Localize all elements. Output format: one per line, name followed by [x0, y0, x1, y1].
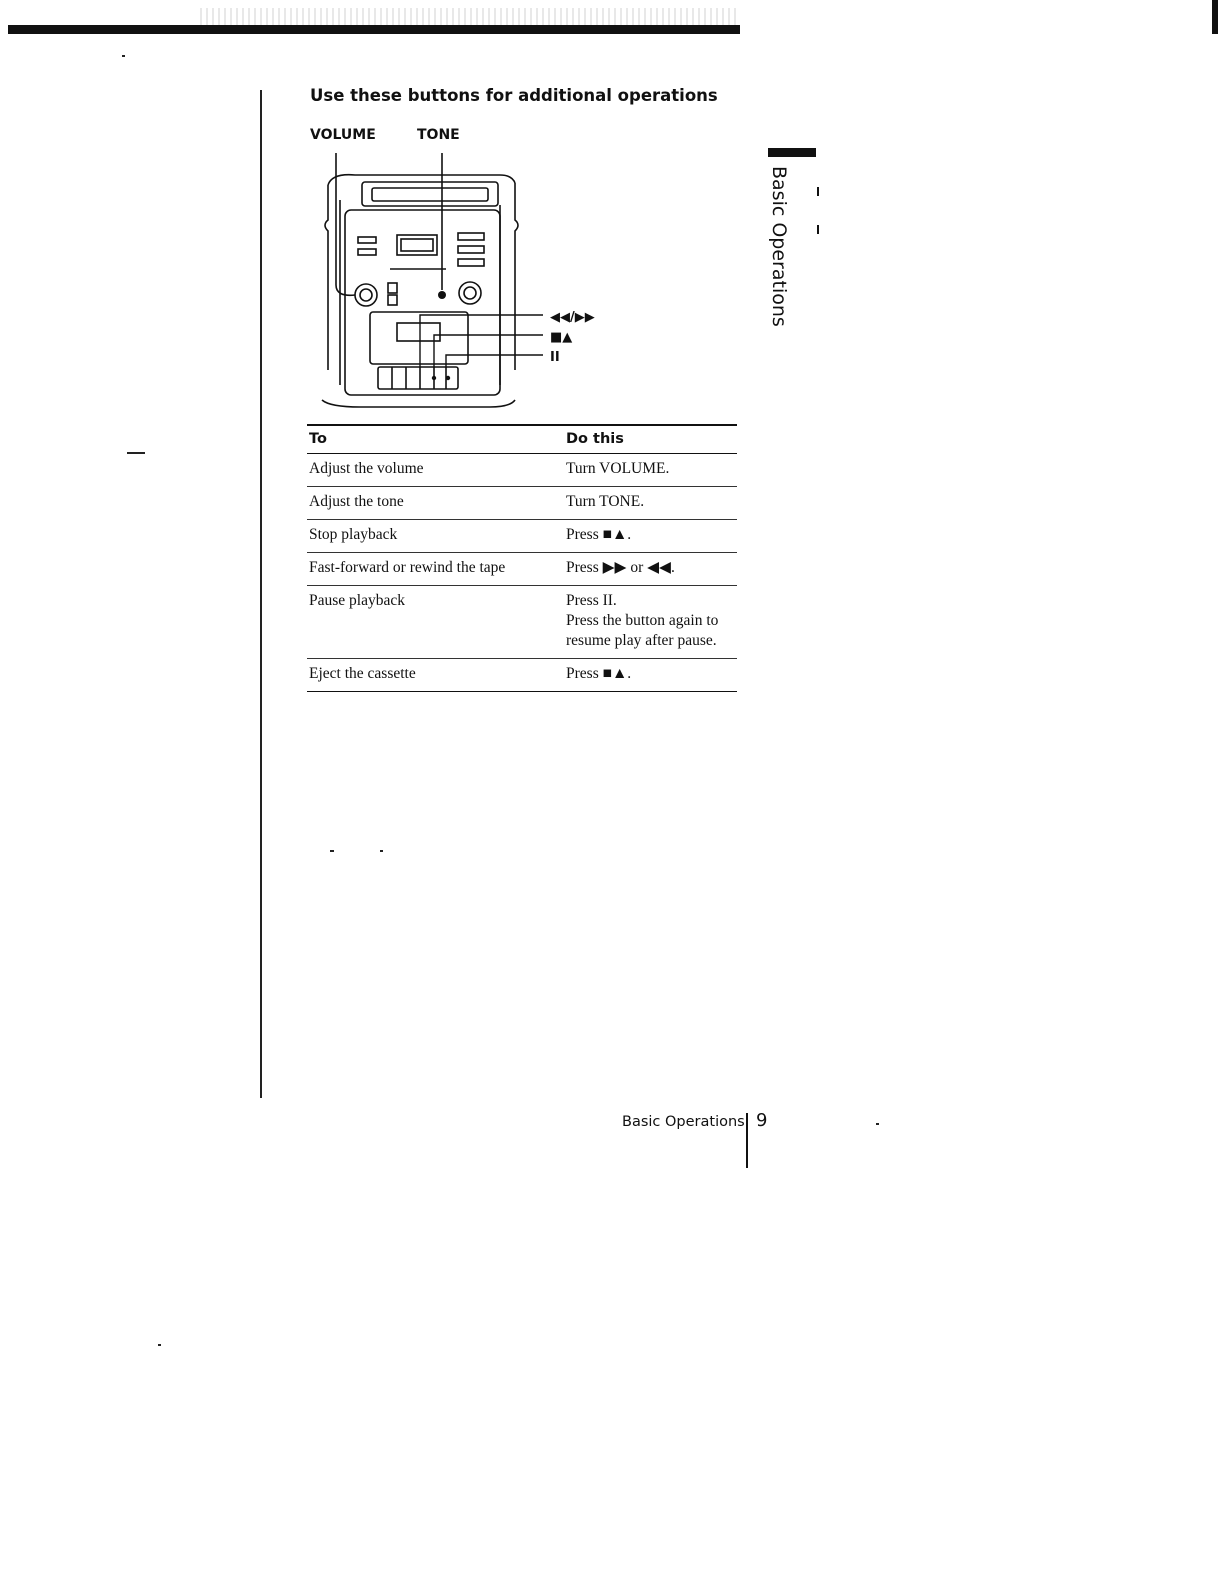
column-header-to: To	[307, 425, 564, 454]
volume-label: VOLUME	[310, 127, 376, 143]
row-instruction: Press ■▲.	[564, 520, 737, 553]
left-margin-rule	[260, 90, 262, 1098]
scan-speck	[330, 850, 334, 852]
scan-speck	[127, 452, 145, 454]
callout-stop-eject: ■▲	[550, 330, 573, 345]
table-row	[307, 553, 737, 586]
callout-rewind-ff: ◀◀/▶▶	[550, 310, 595, 325]
top-rule	[8, 25, 740, 34]
instruction-main: Press II.	[566, 592, 617, 609]
table-row	[307, 487, 737, 520]
table-row	[307, 454, 737, 487]
row-action: Stop playback	[307, 520, 564, 553]
scan-noise	[200, 8, 740, 26]
row-action: Adjust the volume	[307, 454, 564, 487]
operations-table	[307, 424, 737, 692]
table-row	[307, 659, 737, 692]
tick-mark	[817, 225, 819, 234]
row-instruction: Turn VOLUME.	[564, 454, 737, 487]
instruction-note: Press the button again to resume play after pause.	[566, 612, 719, 649]
edge-mark	[1212, 0, 1218, 34]
table-header-row	[307, 425, 737, 454]
side-tab-title: Basic Operations	[768, 166, 790, 327]
table-row	[307, 520, 737, 553]
table-row	[307, 586, 737, 659]
row-instruction: Press ■▲.	[564, 659, 737, 692]
callout-pause: II	[550, 350, 560, 365]
cd-radio-diagram	[300, 145, 630, 415]
page-number: 9	[756, 1110, 768, 1131]
column-header-do: Do this	[564, 425, 737, 454]
scan-speck	[380, 850, 383, 852]
side-tab-marker	[768, 148, 816, 157]
scan-speck	[158, 1344, 161, 1346]
row-instruction	[564, 586, 737, 659]
tick-mark	[817, 187, 819, 196]
row-action: Eject the cassette	[307, 659, 564, 692]
section-heading: Use these buttons for additional operations	[310, 86, 718, 105]
row-action: Fast-forward or rewind the tape	[307, 553, 564, 586]
tone-label: TONE	[417, 127, 460, 143]
row-instruction: Press ▶▶ or ◀◀.	[564, 553, 737, 586]
row-action: Adjust the tone	[307, 487, 564, 520]
footer-section-name: Basic Operations	[622, 1114, 745, 1130]
scan-speck	[122, 55, 125, 57]
row-instruction: Turn TONE.	[564, 487, 737, 520]
footer-divider	[746, 1113, 748, 1168]
scan-speck	[876, 1123, 879, 1125]
row-action: Pause playback	[307, 586, 564, 659]
